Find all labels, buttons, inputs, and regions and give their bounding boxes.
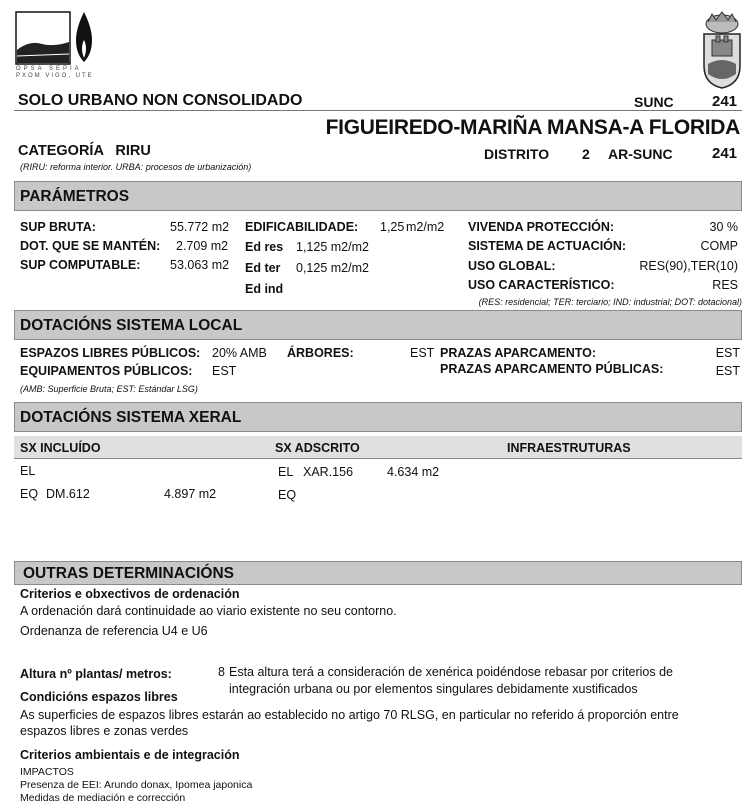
sx-adscrito-el-code: XAR.156	[303, 465, 354, 479]
sx-incluido-eq: EQ	[20, 487, 39, 501]
presenza-text: Presenza de EEI: Arundo donax, Ipomea japonica	[20, 779, 253, 791]
prazas-publicas-label: PRAZAS APARCAMENTO PÚBLICAS:	[440, 362, 664, 376]
vivenda-proteccion-value: 30 %	[709, 220, 738, 234]
categoria-label	[18, 143, 151, 159]
altura-text-1: Esta altura terá a consideración de xenérica poidéndose rebasar por criterios de	[229, 665, 674, 679]
condicions-text-1: As superficies de espazos libres estarán ao establecido no artigo 70 RLSG, en particular no referido á proporción entre	[20, 708, 679, 722]
coat-of-arms-icon	[700, 8, 744, 90]
dot-mantén-label: DOT. QUE SE MANTÉN:	[20, 239, 161, 253]
ambientais-title: Criterios ambientais e de integración	[20, 748, 240, 762]
edificabilidade-unit: m2/m2	[406, 220, 445, 234]
condicions-title: Condicións espazos libres	[20, 690, 178, 704]
impactos-label: IMPACTOS	[20, 766, 74, 778]
ed-ind-label: Ed ind	[245, 282, 284, 296]
arbores-label: ÁRBORES:	[287, 346, 354, 360]
sunc-number: 241	[712, 93, 738, 110]
local-note: (AMB: Superficie Bruta; EST: Estándar LSG)	[20, 384, 198, 394]
equipamentos-value: EST	[212, 364, 237, 378]
classification-label: SOLO URBANO NON CONSOLIDADO	[18, 92, 303, 109]
sx-incluido-el: EL	[20, 464, 36, 478]
categoria-label-text: CATEGORÍA	[18, 143, 104, 159]
equipamentos-label: EQUIPAMENTOS PÚBLICOS:	[20, 364, 193, 378]
uso-global-value: RES(90),TER(10)	[639, 259, 738, 273]
sx-adscrito-eq: EQ	[278, 488, 297, 502]
arbores-value: EST	[410, 346, 435, 360]
sx-incluido-eq-value: 4.897 m2	[164, 487, 217, 501]
espazos-libres-label: ESPAZOS LIBRES PÚBLICOS:	[20, 346, 201, 360]
medidas-text: Medidas de mediación e corrección	[20, 792, 186, 804]
prazas-publicas-value: EST	[715, 364, 740, 378]
sx-incluido-eq-code: DM.612	[46, 487, 90, 501]
ed-res-label: Ed res	[245, 240, 284, 254]
uso-global-label: USO GLOBAL:	[468, 259, 556, 273]
sistema-xeral-section-header: DOTACIÓNS SISTEMA XERAL	[14, 402, 742, 432]
ed-ter-value: 0,125 m2/m2	[296, 261, 369, 275]
espazos-libres-value: 20% AMB	[212, 346, 267, 360]
altura-text-2: integración urbana ou por elementos singulares debidamente xustificados	[229, 682, 638, 696]
categoria-note: (RIRU: reforma interior. URBA: procesos de urbanización)	[20, 162, 252, 172]
categoria-value: RIRU	[115, 143, 151, 159]
distrito-label: DISTRITO	[484, 146, 550, 162]
sup-bruta-label: SUP BRUTA:	[20, 220, 96, 234]
sup-computable-value: 53.063 m2	[170, 258, 230, 272]
outras-section-header: OUTRAS DETERMINACIÓNS	[14, 561, 742, 585]
sx-adscrito-header: SX ADSCRITO	[275, 441, 360, 455]
altura-label: Altura nº plantas/ metros:	[20, 667, 172, 681]
ar-sunc-label: AR-SUNC	[608, 146, 673, 162]
edificabilidade-label: EDIFICABILIDADE:	[245, 220, 359, 234]
distrito-value: 2	[582, 146, 590, 162]
infraestruturas-header: INFRAESTRUTURAS	[507, 441, 631, 455]
sistema-actuacion-label: SISTEMA DE ACTUACIÓN:	[468, 239, 627, 253]
sup-computable-label: SUP COMPUTABLE:	[20, 258, 141, 272]
criterios-text-2: Ordenanza de referencia U4 e U6	[20, 624, 208, 638]
edificabilidade-value: 1,25	[380, 220, 405, 234]
uso-caracteristico-value: RES	[712, 278, 738, 292]
dot-mantén-value: 2.709 m2	[176, 239, 229, 253]
sx-adscrito-el: EL	[278, 465, 294, 479]
sistema-actuacion-value: COMP	[700, 239, 738, 253]
uso-caracteristico-label: USO CARACTERÍSTICO:	[468, 278, 615, 292]
condicions-text-2: espazos libres e zonas verdes	[20, 724, 189, 738]
logo-caption-2: PXOM VIGO, UTE	[16, 73, 94, 79]
xeral-table-header	[14, 436, 742, 459]
prazas-aparcamento-value: EST	[715, 346, 740, 360]
prazas-aparcamento-label: PRAZAS APARCAMENTO:	[440, 346, 597, 360]
sistema-local-section-header: DOTACIÓNS SISTEMA LOCAL	[14, 310, 742, 340]
uso-note: (RES: residencial; TER: terciario; IND: industrial; DOT: dotacional)	[478, 297, 742, 307]
header-divider	[14, 110, 742, 111]
vivenda-proteccion-label: VIVENDA PROTECCIÓN:	[468, 220, 615, 234]
criterios-text-1: A ordenación dará continuidade ao viario existente no seu contorno.	[20, 604, 397, 618]
ar-sunc-value: 241	[712, 145, 738, 162]
logo-caption-1: OPSA SEPIA	[16, 66, 82, 72]
sup-bruta-value: 55.772 m2	[170, 220, 230, 234]
ed-res-value: 1,125 m2/m2	[296, 240, 369, 254]
altura-value: 8	[218, 665, 225, 679]
sunc-label: SUNC	[634, 94, 674, 110]
opsa-sepia-logo	[14, 10, 104, 80]
sx-incluido-header: SX INCLUÍDO	[20, 441, 101, 455]
parametros-section-header: PARÁMETROS	[14, 181, 742, 211]
ed-ter-label: Ed ter	[245, 261, 281, 275]
sx-adscrito-el-value: 4.634 m2	[387, 465, 440, 479]
landscape-logo-icon	[14, 10, 104, 68]
criterios-title: Criterios e obxectivos de ordenación	[20, 587, 240, 601]
page-title: FIGUEIREDO-MARIÑA MANSA-A FLORIDA	[325, 116, 740, 139]
